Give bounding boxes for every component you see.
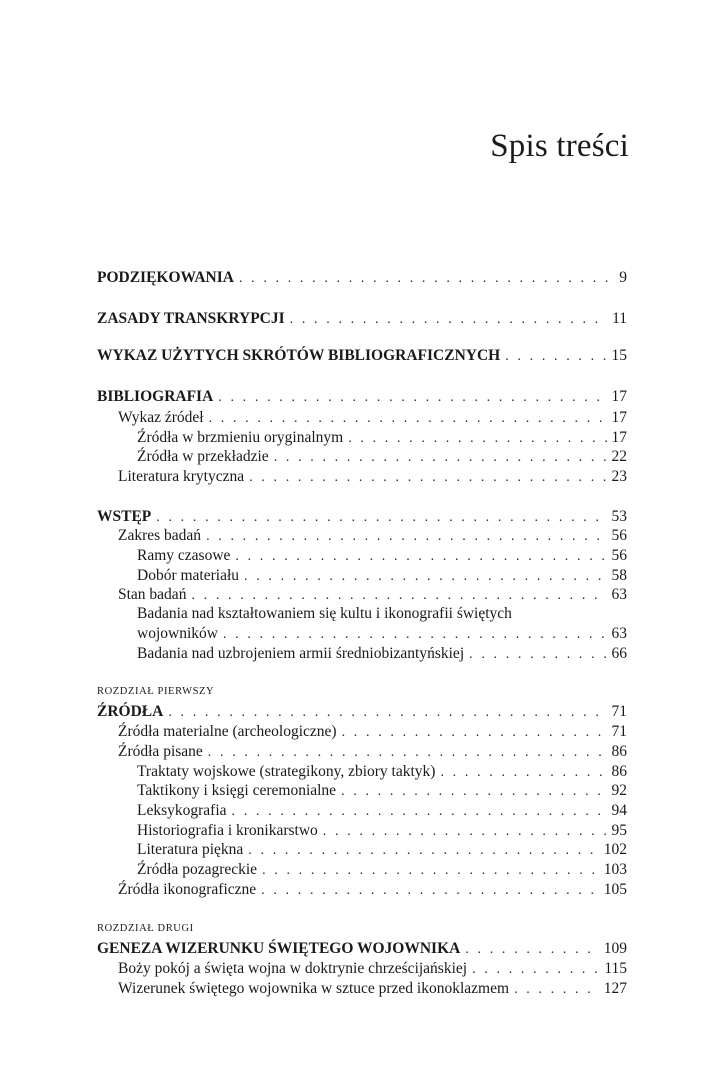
leader-dots	[323, 822, 607, 842]
toc-entry-label: Zakres badań	[118, 527, 202, 544]
toc-entry-label: Dobór materiału	[137, 567, 240, 584]
toc-entry-page: 17	[611, 429, 627, 446]
toc-entry-podziekowania[interactable]	[97, 268, 627, 288]
toc-subentry[interactable]	[97, 860, 627, 880]
toc-entry-page: 17	[611, 409, 627, 426]
leader-dots	[472, 960, 599, 980]
toc-entry-page: 9	[619, 269, 627, 286]
toc-entry-label: Wykaz źródeł	[118, 409, 204, 426]
toc-entry-label: Badania nad uzbrojeniem armii średniobizantyńskiej	[137, 645, 465, 662]
toc-entry-page: 115	[604, 960, 627, 977]
leader-dots	[156, 508, 606, 528]
toc-entry-label: Ramy czasowe	[137, 547, 231, 564]
leader-dots	[274, 448, 607, 468]
toc-entry-page: 94	[611, 802, 627, 819]
chapter-label: ROZDZIAŁ DRUGI	[97, 923, 194, 934]
leader-dots	[505, 347, 606, 367]
leader-dots	[168, 703, 606, 723]
leader-dots	[209, 409, 607, 429]
leader-dots	[249, 468, 606, 488]
leader-dots	[191, 586, 606, 606]
toc-entry-label: ZASADY TRANSKRYPCJI	[97, 310, 285, 327]
toc-entry-page: 17	[611, 388, 627, 405]
toc-subentry[interactable]	[97, 624, 627, 644]
toc-subentry[interactable]	[97, 801, 627, 821]
toc-subentry[interactable]	[97, 959, 627, 979]
toc-entry-geneza[interactable]	[97, 939, 627, 959]
toc-entry-label: Źródła pozagreckie	[137, 861, 258, 878]
toc-subentry[interactable]	[97, 566, 627, 586]
toc-entry-page: 86	[611, 763, 627, 780]
toc-subentry[interactable]	[97, 781, 627, 801]
toc-entry-page: 71	[611, 723, 627, 740]
leader-dots	[239, 269, 614, 289]
toc-entry-page: 109	[603, 940, 627, 957]
toc-entry-page: 92	[611, 782, 627, 799]
toc-entry-label: PODZIĘKOWANIA	[97, 269, 234, 286]
leader-dots	[218, 388, 606, 408]
toc-subentry[interactable]	[97, 408, 627, 428]
toc-entry-zrodla[interactable]	[97, 702, 627, 722]
toc-entry-page: 63	[611, 586, 627, 603]
toc-entry-page: 58	[611, 567, 627, 584]
toc-entry-page: 63	[611, 625, 627, 642]
toc-subentry[interactable]	[97, 546, 627, 566]
toc-entry-page: 66	[611, 645, 627, 662]
toc-entry-page: 127	[603, 980, 627, 997]
toc-entry-label: WYKAZ UŻYTYCH SKRÓTÓW BIBLIOGRAFICZNYCH	[97, 347, 501, 364]
toc-entry-label: Boży pokój a święta wojna w doktrynie chrześcijańskiej	[118, 960, 468, 977]
leader-dots	[342, 723, 607, 743]
toc-entry-page: 71	[611, 703, 627, 720]
toc-entry-wstep[interactable]	[97, 507, 627, 527]
toc-entry-label: Taktikony i księgi ceremonialne	[137, 782, 337, 799]
toc-entry-page: 103	[603, 861, 627, 878]
toc-entry-label: Literatura piękna	[137, 841, 244, 858]
leader-dots	[341, 782, 606, 802]
toc-entry-page: 22	[611, 448, 627, 465]
toc-entry-page: 53	[611, 508, 627, 525]
toc-entry-page: 56	[611, 547, 627, 564]
leader-dots	[262, 861, 599, 881]
toc-subentry[interactable]	[97, 428, 627, 448]
toc-entry-page: 23	[611, 468, 627, 485]
leader-dots	[208, 743, 607, 763]
leader-dots	[232, 802, 607, 822]
toc-entry-label: WSTĘP	[97, 508, 152, 525]
toc-entry-page: 56	[611, 527, 627, 544]
toc-entry-label: Stan badań	[118, 586, 187, 603]
toc-entry-page: 102	[603, 841, 627, 858]
leader-dots	[514, 980, 599, 1000]
toc-subentry[interactable]	[97, 742, 627, 762]
toc-subentry[interactable]	[97, 644, 627, 664]
toc-entry-label: Źródła pisane	[118, 743, 203, 760]
toc-subentry[interactable]	[97, 585, 627, 605]
leader-dots	[248, 841, 598, 861]
leader-dots	[235, 547, 606, 567]
toc-entry-page: 105	[603, 881, 627, 898]
leader-dots	[440, 763, 606, 783]
toc-entry-bibliografia[interactable]	[97, 387, 627, 407]
toc-subentry[interactable]	[97, 840, 627, 860]
toc-entry-label: Wizerunek świętego wojownika w sztuce przed ikonoklazmem	[118, 980, 510, 997]
toc-entry-label: Traktaty wojskowe (strategikony, zbiory taktyk)	[137, 763, 436, 780]
toc-subentry[interactable]	[97, 880, 627, 900]
leader-dots	[290, 310, 607, 330]
toc-entry-label: Źródła w brzmieniu oryginalnym	[137, 429, 344, 446]
toc-subentry-first-line[interactable]: Badania nad kształtowaniem się kultu i ikonografii świętych	[137, 605, 512, 622]
toc-subentry[interactable]	[97, 979, 627, 999]
leader-dots	[206, 527, 606, 547]
toc-entry-label: Leksykografia	[137, 802, 227, 819]
chapter-label: ROZDZIAŁ PIERWSZY	[97, 686, 215, 697]
leader-dots	[261, 881, 599, 901]
toc-entry-label: Źródła ikonograficzne	[118, 881, 257, 898]
leader-dots	[223, 625, 607, 645]
toc-subentry[interactable]	[97, 526, 627, 546]
toc-entry-label: Historiografia i kronikarstwo	[137, 822, 318, 839]
toc-entry-label: wojowników	[137, 625, 218, 642]
toc-entry-zasady[interactable]	[97, 309, 627, 329]
page-title: Spis treści	[490, 128, 629, 164]
toc-entry-label: Źródła w przekładzie	[137, 448, 269, 465]
leader-dots	[348, 429, 606, 449]
toc-entry-label: GENEZA WIZERUNKU ŚWIĘTEGO WOJOWNIKA	[97, 940, 461, 957]
toc-entry-page: 15	[611, 347, 627, 364]
toc-entry-page: 95	[611, 822, 627, 839]
leader-dots	[465, 940, 598, 960]
toc-entry-label: ŹRÓDŁA	[97, 703, 164, 720]
leader-dots	[244, 567, 606, 587]
toc-entry-wykaz-skrotow[interactable]	[97, 346, 627, 366]
toc-entry-label: Źródła materialne (archeologiczne)	[118, 723, 337, 740]
toc-entry-page: 86	[611, 743, 627, 760]
toc-subentry[interactable]	[97, 821, 627, 841]
toc-entry-page: 11	[612, 310, 627, 327]
toc-entry-label: Literatura krytyczna	[118, 468, 245, 485]
toc-subentry[interactable]	[97, 722, 627, 742]
leader-dots	[469, 645, 606, 665]
toc-subentry[interactable]	[97, 447, 627, 467]
toc-entry-label: BIBLIOGRAFIA	[97, 388, 214, 405]
toc-subentry[interactable]	[97, 762, 627, 782]
toc-subentry[interactable]	[97, 467, 627, 487]
